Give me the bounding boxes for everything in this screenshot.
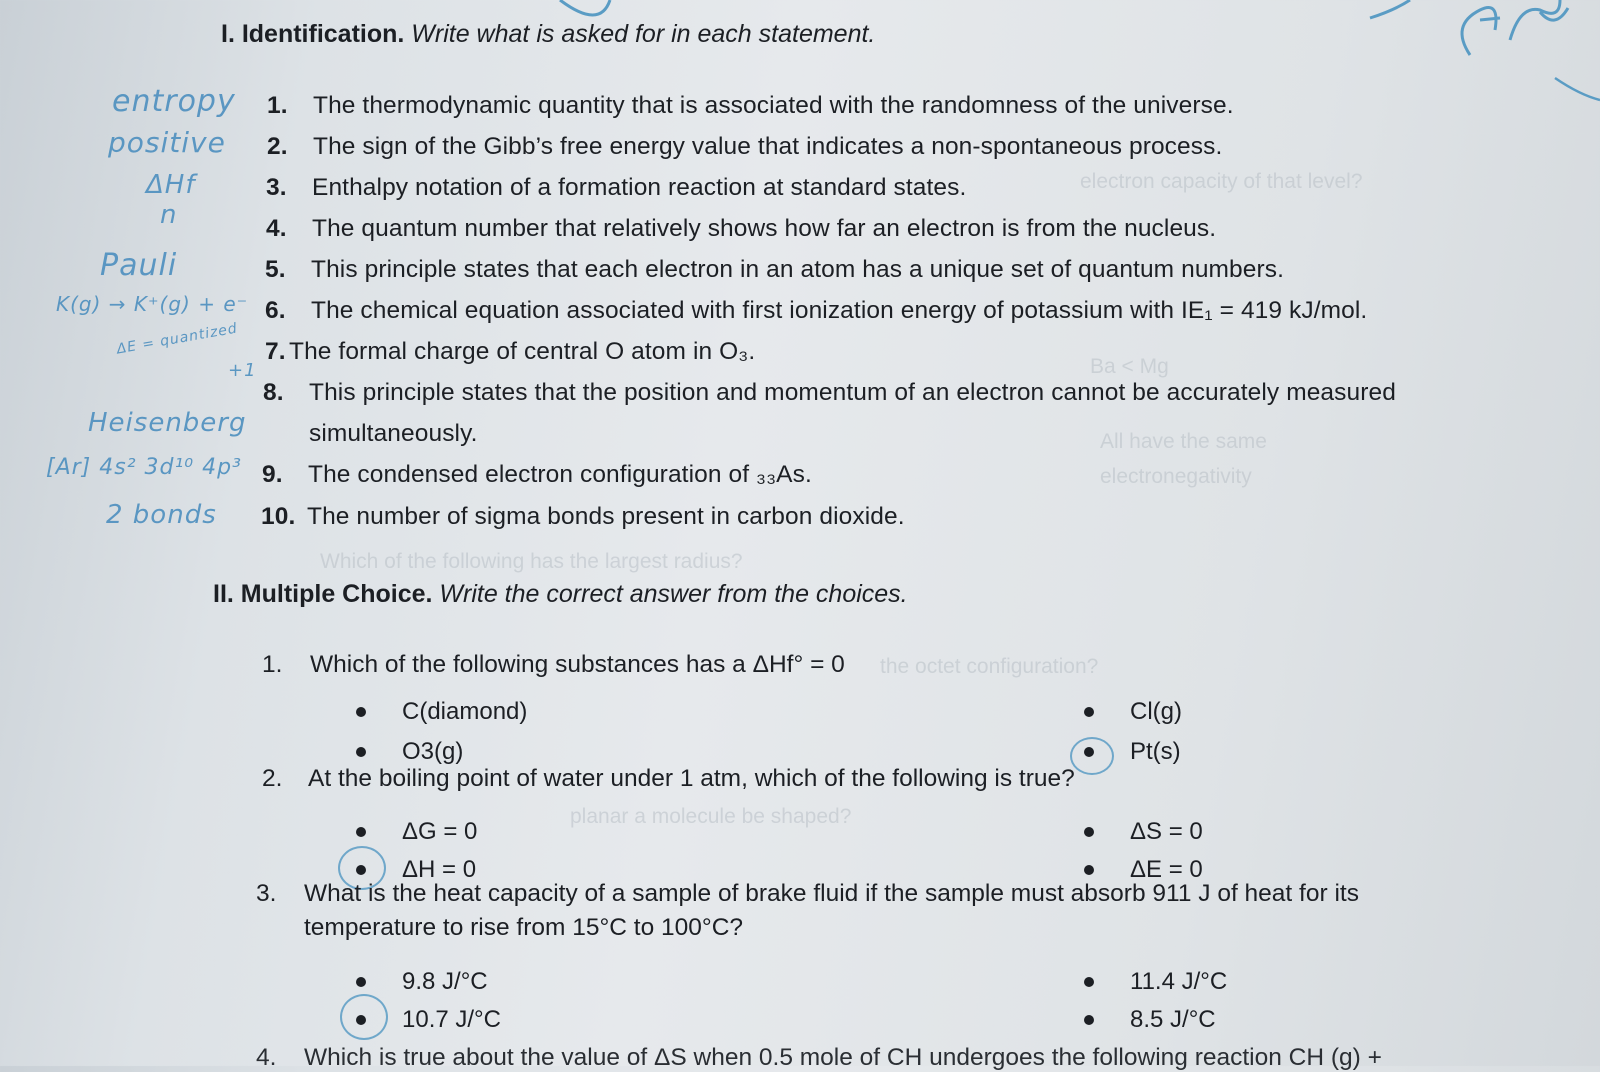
- item-number: 1.: [267, 92, 288, 119]
- bullet-icon: [1084, 977, 1094, 987]
- bleed-through-text: planar a molecule be shaped?: [570, 805, 852, 828]
- mc-option[interactable]: [1084, 698, 1182, 726]
- item-text: This principle states that each electron in an atom has a unique set of quantum numbers.: [311, 256, 1285, 283]
- option-text: ΔS = 0: [1130, 818, 1203, 845]
- mc-question-continuation: [304, 914, 743, 942]
- bleed-through-text: Which of the following has the largest radius?: [320, 550, 743, 573]
- handwritten-answer: ΔE = quantized: [115, 320, 239, 358]
- handwritten-answer: 2 bonds: [106, 500, 217, 530]
- item-text: The condensed electron configuration of ₃₃As.: [308, 461, 812, 488]
- item-text: The sign of the Gibb’s free energy value that indicates a non-spontaneous process.: [313, 133, 1223, 160]
- bullet-icon: [356, 827, 366, 837]
- mc-question: [262, 651, 845, 679]
- option-text: Cl(g): [1130, 698, 1182, 725]
- mc-question: [262, 765, 1075, 793]
- bleed-through-text: electron capacity of that level?: [1080, 170, 1363, 193]
- question-text: At the boiling point of water under 1 atm, which of the following is true?: [308, 765, 1075, 792]
- item-text: This principle states that the position and momentum of an electron cannot be accurately measured: [309, 379, 1396, 406]
- section-1-title: I. Identification.: [221, 20, 405, 48]
- mc-option[interactable]: [1084, 1006, 1216, 1034]
- item-text: simultaneously.: [309, 420, 478, 447]
- item-number: 8.: [263, 379, 284, 406]
- item-text: The chemical equation associated with first ionization energy of potassium with IE₁ = 419 kJ/mol.: [311, 297, 1368, 324]
- bullet-icon: [1084, 827, 1094, 837]
- option-text: Pt(s): [1130, 738, 1181, 765]
- handwritten-answer: Heisenberg: [88, 408, 247, 438]
- option-text: ΔG = 0: [402, 818, 478, 845]
- item-number: 4.: [266, 215, 287, 242]
- mc-question: [256, 880, 1359, 908]
- mc-option[interactable]: [356, 738, 463, 766]
- question-text: Which is true about the value of ΔS when 0.5 mole of CH undergoes the following reaction CH (g) +: [304, 1044, 1382, 1071]
- question-number: 1.: [262, 651, 283, 678]
- bleed-through-text: Ba < Mg: [1090, 355, 1169, 378]
- item-number: 6.: [265, 297, 286, 324]
- mc-question: [256, 1044, 1382, 1072]
- handwritten-answer: K(g) → K⁺(g) + e⁻: [56, 292, 249, 316]
- handwritten-answer: [Ar] 4s² 3d¹⁰ 4p³: [46, 455, 242, 480]
- handwritten-answer: ΔHf: [146, 170, 196, 200]
- item-text: The number of sigma bonds present in carbon dioxide.: [307, 503, 905, 530]
- answer-circle-mark: [1070, 737, 1114, 775]
- item-text: The thermodynamic quantity that is associated with the randomness of the universe.: [313, 92, 1234, 119]
- mc-option[interactable]: [356, 698, 527, 726]
- handwritten-answer: Pauli: [100, 248, 178, 283]
- question-text: temperature to rise from 15°C to 100°C?: [304, 914, 744, 941]
- handwritten-answer: positive: [108, 126, 226, 159]
- mc-option[interactable]: [356, 818, 477, 846]
- handwritten-answer: +1: [228, 360, 257, 381]
- bullet-icon: [356, 707, 366, 717]
- handwritten-answer: n: [160, 200, 178, 230]
- section-2-heading: [213, 580, 908, 609]
- item-text: Enthalpy notation of a formation reaction at standard states.: [312, 174, 967, 201]
- option-text: ΔH = 0: [402, 856, 477, 883]
- section-1-instruction: Write what is asked for in each statement.: [404, 20, 876, 48]
- mc-option[interactable]: [1084, 968, 1227, 996]
- item-text: The quantum number that relatively shows how far an electron is from the nucleus.: [312, 215, 1217, 242]
- bullet-icon: [1084, 707, 1094, 717]
- bleed-through-text: the octet configuration?: [880, 655, 1099, 678]
- option-text: 9.8 J/°C: [402, 968, 488, 995]
- option-text: ΔE = 0: [1130, 856, 1203, 883]
- section-2-instruction: Write the correct answer from the choices.: [432, 580, 908, 608]
- mc-option[interactable]: [1084, 818, 1203, 846]
- option-text: 10.7 J/°C: [402, 1006, 501, 1033]
- question-text: What is the heat capacity of a sample of brake fluid if the sample must absorb 911 J of heat for its: [304, 880, 1359, 907]
- item-number: 2.: [267, 133, 288, 160]
- question-text: Which of the following substances has a ΔHf° = 0: [310, 651, 845, 678]
- item-number: 7.: [265, 338, 286, 365]
- option-text: 8.5 J/°C: [1130, 1006, 1216, 1033]
- handwritten-answer: entropy: [112, 84, 236, 119]
- option-text: C(diamond): [402, 698, 528, 725]
- question-number: 3.: [256, 880, 277, 907]
- option-text: 11.4 J/°C: [1130, 968, 1228, 995]
- bleed-through-text: electronegativity: [1100, 465, 1252, 488]
- question-number: 4.: [256, 1044, 277, 1071]
- item-number: 10.: [261, 503, 296, 530]
- question-number: 2.: [262, 765, 283, 792]
- bullet-icon: [356, 747, 366, 757]
- item-number: 5.: [265, 256, 286, 283]
- bullet-icon: [1084, 1015, 1094, 1025]
- option-text: O3(g): [402, 738, 464, 765]
- item-number: 3.: [266, 174, 287, 201]
- mc-option[interactable]: [356, 968, 488, 996]
- section-2-title: II. Multiple Choice.: [213, 580, 433, 608]
- answer-circle-mark: [340, 994, 388, 1040]
- bleed-through-text: All have the same: [1100, 430, 1267, 453]
- item-number: 9.: [262, 461, 283, 488]
- bullet-icon: [356, 977, 366, 987]
- bullet-icon: [1084, 865, 1094, 875]
- item-text: The formal charge of central O atom in O₃.: [289, 338, 756, 365]
